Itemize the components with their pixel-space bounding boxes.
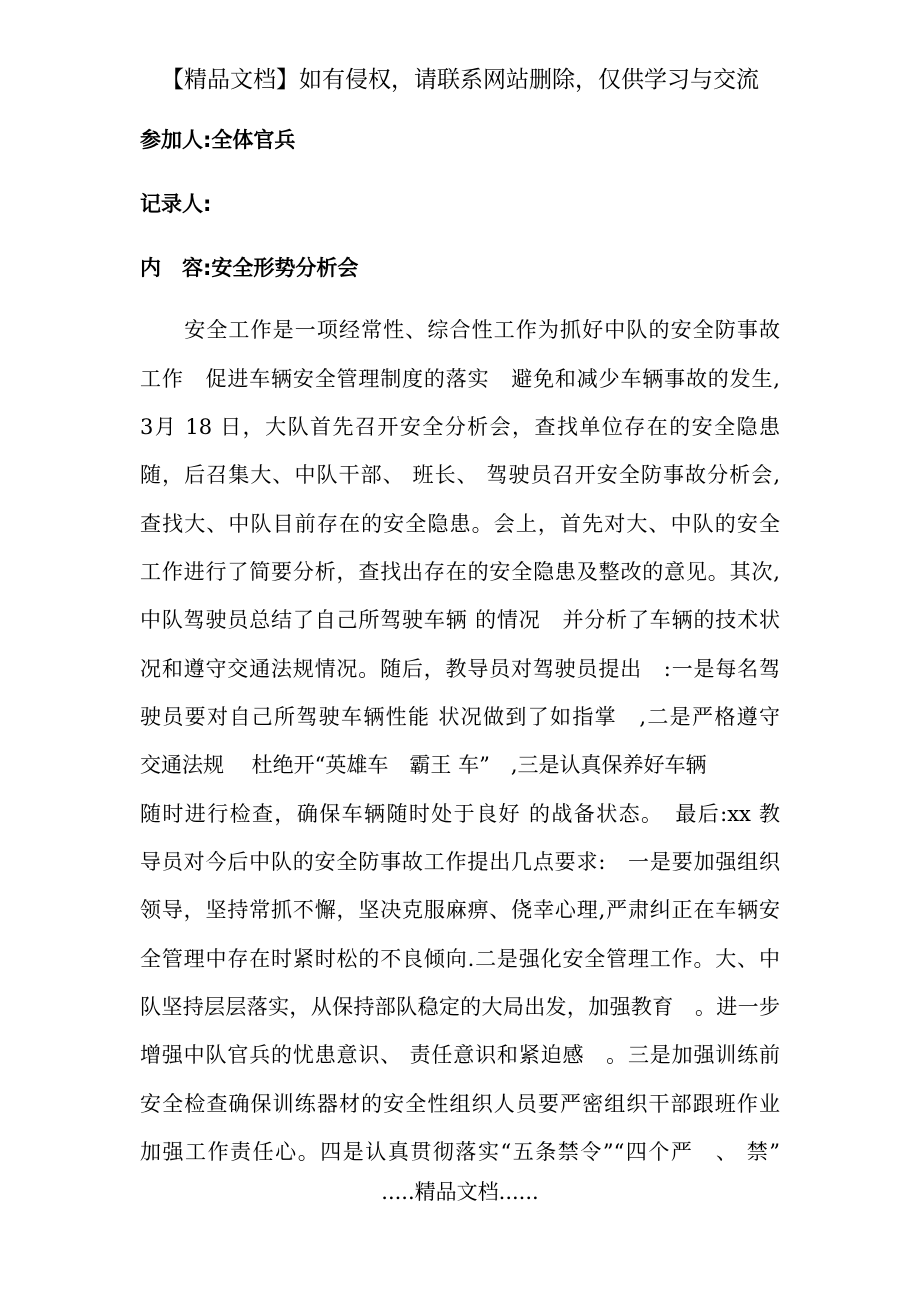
field-recorder: [140, 188, 211, 220]
body-line: 中队驾驶员总结了自己所驾驶车辆 的情况 并分析了车辆的技术状: [140, 608, 780, 632]
field-participants: [140, 124, 295, 156]
field-value: 安全形势分析会: [211, 256, 359, 280]
body-line: 安全工作是一项经常性、综合性工作为抓好中队的安全防事故: [140, 318, 780, 342]
document-footer: .....精品文档......: [381, 1180, 539, 1204]
field-label: 内 容:: [140, 256, 212, 280]
document-header-watermark: 【精品文档】如有侵权，请联系网站删除，仅供学习与交流: [161, 67, 759, 93]
body-line: 队坚持层层落实，从保持部队稳定的大局出发，加强教育 。进一步: [140, 995, 780, 1019]
body-line: 驶员要对自己所驾驶车辆性能 状况做到了如指掌 ,二是严格遵守: [140, 705, 780, 729]
body-line: 况和遵守交通法规情况。随后，教导员对驾驶员提出 :一是每名驾: [140, 657, 780, 681]
body-line: 交通法规 杜绝开“英雄车 霸王 车” ,三是认真保养好车辆: [140, 753, 707, 777]
field-value: 全体官兵: [211, 128, 296, 152]
body-line: 全管理中存在时紧时松的不良倾向.二是强化安全管理工作。大、中: [140, 947, 780, 971]
field-label: 参加人:: [140, 128, 212, 152]
body-line: 工作 促进车辆安全管理制度的落实 避免和减少车辆事故的发生,: [140, 367, 780, 391]
body-line: 增强中队官兵的忧患意识、 责任意识和紧迫感 。三是加强训练前: [140, 1043, 780, 1067]
body-line: 加强工作责任心。四是认真贯彻落实“五条禁令”“四个严 、 禁”: [140, 1140, 780, 1164]
body-line: 导员对今后中队的安全防事故工作提出几点要求: 一是要加强组织: [140, 850, 780, 874]
body-line: 随时进行检查，确保车辆随时处于良好 的战备状态。 最后:xx 教: [140, 802, 780, 826]
field-content: [140, 252, 358, 284]
body-line: 工作进行了简要分析，查找出存在的安全隐患及整改的意见。其次,: [140, 560, 780, 584]
field-label: 记录人:: [140, 192, 212, 216]
body-line: 随，后召集大、中队干部、 班长、 驾驶员召开安全防事故分析会,: [140, 463, 780, 487]
body-line: 3月 18 日，大队首先召开安全分析会，查找单位存在的安全隐患: [140, 415, 780, 439]
body-line: 领导，坚持常抓不懈，坚决克服麻痹、侥幸心理,严肃纠正在车辆安: [140, 898, 780, 922]
body-line: 查找大、中队目前存在的安全隐患。会上，首先对大、中队的安全: [140, 512, 780, 536]
body-line: 安全检查确保训练器材的安全性组织人员要严密组织干部跟班作业: [140, 1092, 780, 1116]
